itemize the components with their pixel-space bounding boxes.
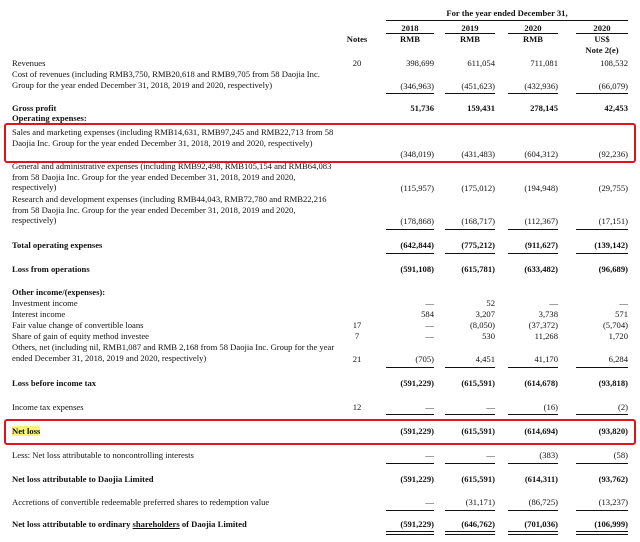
value-fair-value-change-2019: (8,050) [469, 320, 495, 330]
value-revenues-2020-usd: 108,532 [600, 58, 628, 68]
row-label-income-tax: Income tax expenses [12, 402, 84, 412]
net-loss-highlight-box [4, 419, 636, 445]
value-accretions-2020-usd: (13,237) [598, 497, 628, 507]
value-income-tax-2020-usd: (2) [617, 402, 628, 412]
value-fair-value-change-2020-usd: (5,704) [602, 320, 628, 330]
row-label-total-operating-expenses: Total operating expenses [12, 240, 103, 250]
row-note-others-net: 21 [352, 354, 362, 364]
value-revenues-2020: 711,081 [530, 58, 558, 68]
value-loss-from-operations-2018: (591,108) [400, 264, 434, 274]
value-others-net-2018: (705) [415, 354, 434, 364]
total-double-rule [576, 531, 628, 535]
row-label-accretions: Accretions of convertible redeemable preferred shares to redemption value [12, 497, 270, 507]
subtotal-rule [576, 93, 628, 94]
row-label-investment-income: Investment income [12, 298, 78, 308]
value-research-development-2019: (168,717) [461, 216, 495, 226]
value-accretions-2018: — [425, 497, 434, 507]
subtotal-rule [576, 463, 628, 464]
subtotal-rule [576, 229, 628, 230]
usd-note-header: Note 2(e) [585, 45, 619, 55]
subtotal-rule [576, 253, 628, 254]
value-net-loss-daojia-2019: (615,591) [461, 474, 495, 484]
subtotal-rule [508, 93, 558, 94]
subtotal-rule [508, 229, 558, 230]
row-label-revenues: Revenues [12, 58, 46, 68]
value-cost-of-revenues-2020: (432,936) [524, 81, 558, 91]
value-gross-profit-2020-usd: 42,453 [604, 103, 628, 113]
value-net-loss-2020: (614,694) [524, 426, 558, 436]
value-general-admin-2018: (115,957) [400, 183, 434, 193]
subtotal-rule [386, 253, 434, 254]
value-fair-value-change-2018: — [425, 320, 434, 330]
subtotal-rule [386, 367, 434, 368]
value-loss-from-operations-2020-usd: (96,689) [598, 264, 628, 274]
value-net-loss-daojia-2018: (591,229) [400, 474, 434, 484]
value-noncontrolling-2020-usd: (58) [613, 450, 628, 460]
total-double-rule [445, 531, 495, 535]
sales-marketing-highlight-box [4, 123, 636, 163]
value-investment-income-2020-usd: — [619, 298, 628, 308]
value-net-loss-2020-usd: (93,820) [598, 426, 628, 436]
value-cost-of-revenues-2019: (451,623) [461, 81, 495, 91]
value-net-loss-ordinary-2020: (701,036) [524, 519, 558, 529]
value-interest-income-2020-usd: 571 [615, 309, 628, 319]
subtotal-rule [386, 229, 434, 230]
subtotal-rule [508, 253, 558, 254]
value-loss-before-tax-2018: (591,229) [400, 378, 434, 388]
subtotal-rule [445, 463, 495, 464]
section-other-income: Other income/(expenses): [12, 287, 106, 297]
value-research-development-2020: (112,367) [524, 216, 558, 226]
row-label-share-of-gain: Share of gain of equity method investee [12, 331, 149, 341]
value-interest-income-2018: 584 [421, 309, 434, 319]
subtotal-rule [386, 510, 434, 511]
value-net-loss-daojia-2020-usd: (93,762) [598, 474, 628, 484]
value-loss-from-operations-2020: (633,482) [524, 264, 558, 274]
row-label-net-loss-ordinary: Net loss attributable to ordinary shareholders of Daojia Limited [12, 519, 247, 529]
row-label-gross-profit: Gross profit [12, 103, 57, 113]
value-net-loss-ordinary-2019: (646,762) [461, 519, 495, 529]
notes-header: Notes [346, 34, 368, 44]
value-accretions-2020: (86,725) [528, 497, 558, 507]
year-header-2020-usd: 2020 [593, 23, 611, 33]
value-investment-income-2019: 52 [486, 298, 495, 308]
row-label-interest-income: Interest income [12, 309, 66, 319]
value-others-net-2020-usd: 6,284 [608, 354, 628, 364]
value-share-of-gain-2020-usd: 1,720 [608, 331, 628, 341]
unit-header-2020-usd: US$ [594, 34, 610, 44]
subtotal-rule [508, 414, 558, 415]
value-cost-of-revenues-2020-usd: (66,079) [598, 81, 628, 91]
value-income-tax-2018: — [425, 402, 434, 412]
value-total-operating-expenses-2019: (775,212) [461, 240, 495, 250]
row-note-fair-value-change: 17 [352, 320, 362, 330]
subtotal-rule [445, 93, 495, 94]
subtotal-rule [445, 414, 495, 415]
unit-header-2020: RMB [522, 34, 544, 44]
net-loss-highlight: Net loss [12, 426, 41, 436]
subtotal-rule [386, 463, 434, 464]
value-interest-income-2019: 3,207 [475, 309, 495, 319]
value-net-loss-ordinary-2020-usd: (106,999) [594, 519, 628, 529]
value-revenues-2018: 398,699 [406, 58, 434, 68]
row-label-noncontrolling: Less: Net loss attributable to noncontrolling interests [12, 450, 194, 460]
value-research-development-2018: (178,868) [400, 216, 434, 226]
year-header-2019: 2019 [461, 23, 479, 33]
total-double-rule [508, 531, 558, 535]
value-loss-before-tax-2020-usd: (93,818) [598, 378, 628, 388]
subtotal-rule [576, 414, 628, 415]
subtotal-rule [576, 510, 628, 511]
value-cost-of-revenues-2018: (346,963) [400, 81, 434, 91]
year-header-2020: 2020 [524, 23, 542, 33]
value-fair-value-change-2020: (37,372) [528, 320, 558, 330]
subtotal-rule [386, 414, 434, 415]
section-operating-expenses: Operating expenses: [12, 113, 87, 123]
subtotal-rule [445, 367, 495, 368]
row-note-income-tax: 12 [352, 402, 362, 412]
value-share-of-gain-2020: 11,268 [534, 331, 558, 341]
shareholders-underlined-word: shareholders [132, 519, 180, 529]
value-noncontrolling-2018: — [425, 450, 434, 460]
value-income-tax-2020: (16) [543, 402, 558, 412]
value-general-admin-2020-usd: (29,755) [598, 183, 628, 193]
row-label-loss-from-operations: Loss from operations [12, 264, 90, 274]
value-sales-marketing-2020-usd: (92,236) [598, 149, 628, 159]
subtotal-rule [576, 367, 628, 368]
value-noncontrolling-2020: (383) [539, 450, 558, 460]
value-net-loss-2018: (591,229) [400, 426, 434, 436]
value-total-operating-expenses-2020: (911,627) [524, 240, 558, 250]
value-loss-before-tax-2019: (615,591) [461, 378, 495, 388]
value-gross-profit-2018: 51,736 [410, 103, 434, 113]
value-accretions-2019: (31,171) [465, 497, 495, 507]
row-label-general-admin: General and administrative expenses (including RMB92,498, RMB105,154 and RMB64,083 from 58 Daojia Inc. Group for the year ended December 31, 2018, 2019 and 2020, respectively) [12, 161, 332, 192]
value-gross-profit-2019: 159,431 [467, 103, 495, 113]
subtotal-rule [386, 93, 434, 94]
value-revenues-2019: 611,054 [467, 58, 495, 68]
value-investment-income-2018: — [425, 298, 434, 308]
value-noncontrolling-2019: — [486, 450, 495, 460]
row-note-share-of-gain: 7 [354, 331, 360, 341]
subtotal-rule [445, 229, 495, 230]
subtotal-rule [445, 510, 495, 511]
value-investment-income-2020: — [549, 298, 558, 308]
value-others-net-2020: 41,170 [534, 354, 558, 364]
row-label-sales-marketing: Sales and marketing expenses (including RMB14,631, RMB97,245 and RMB22,713 from 58 Daojia Inc. Group for the year ended December 31, 2018, 2019 and 2020, respectively) [12, 127, 334, 148]
row-label-net-loss-daojia: Net loss attributable to Daojia Limited [12, 474, 154, 484]
value-loss-before-tax-2020: (614,678) [524, 378, 558, 388]
row-label-fair-value-change: Fair value change of convertible loans [12, 320, 144, 330]
value-net-loss-daojia-2020: (614,311) [524, 474, 558, 484]
value-sales-marketing-2018: (348,019) [400, 149, 434, 159]
value-interest-income-2020: 3,738 [538, 309, 558, 319]
value-research-development-2020-usd: (17,151) [598, 216, 628, 226]
subtotal-rule [508, 463, 558, 464]
subtotal-rule [508, 367, 558, 368]
value-loss-from-operations-2019: (615,781) [461, 264, 495, 274]
row-label-others-net: Others, net (including nil, RMB1,087 and RMB 2,168 from 58 Daojia Inc. Group for the year ended December 31, 2018, 2019 and 2020, respectively) [12, 342, 335, 363]
subtotal-rule [508, 510, 558, 511]
row-label-cost-of-revenues: Cost of revenues (including RMB3,750, RMB20,618 and RMB9,705 from 58 Daojia Inc. Group for the year ended December 31, 2018, 2019 and 2020, respectively) [12, 69, 320, 90]
value-total-operating-expenses-2018: (642,844) [400, 240, 434, 250]
total-double-rule [386, 531, 434, 535]
value-income-tax-2019: — [486, 402, 495, 412]
row-note-revenues: 20 [352, 58, 362, 68]
period-header-rule [386, 20, 628, 21]
period-header: For the year ended December 31, [446, 8, 568, 18]
unit-header-2019: RMB [459, 34, 481, 44]
year-header-2018: 2018 [401, 23, 419, 33]
value-sales-marketing-2019: (431,483) [461, 149, 495, 159]
value-general-admin-2020: (194,948) [524, 183, 558, 193]
subtotal-rule [445, 253, 495, 254]
unit-header-2018: RMB [399, 34, 421, 44]
row-label-research-development: Research and development expenses (including RMB44,043, RMB72,780 and RMB22,216 from 58 Daojia Inc. Group for the year ended December 31, 2018, 2019 and 2020, respectively) [12, 194, 327, 225]
value-others-net-2019: 4,451 [475, 354, 495, 364]
value-gross-profit-2020: 278,145 [530, 103, 558, 113]
value-net-loss-2019: (615,591) [461, 426, 495, 436]
value-general-admin-2019: (175,012) [461, 183, 495, 193]
value-total-operating-expenses-2020-usd: (139,142) [594, 240, 628, 250]
value-net-loss-ordinary-2018: (591,229) [400, 519, 434, 529]
value-share-of-gain-2019: 530 [482, 331, 495, 341]
value-sales-marketing-2020: (604,312) [524, 149, 558, 159]
row-label-loss-before-tax: Loss before income tax [12, 378, 97, 388]
value-share-of-gain-2018: — [425, 331, 434, 341]
